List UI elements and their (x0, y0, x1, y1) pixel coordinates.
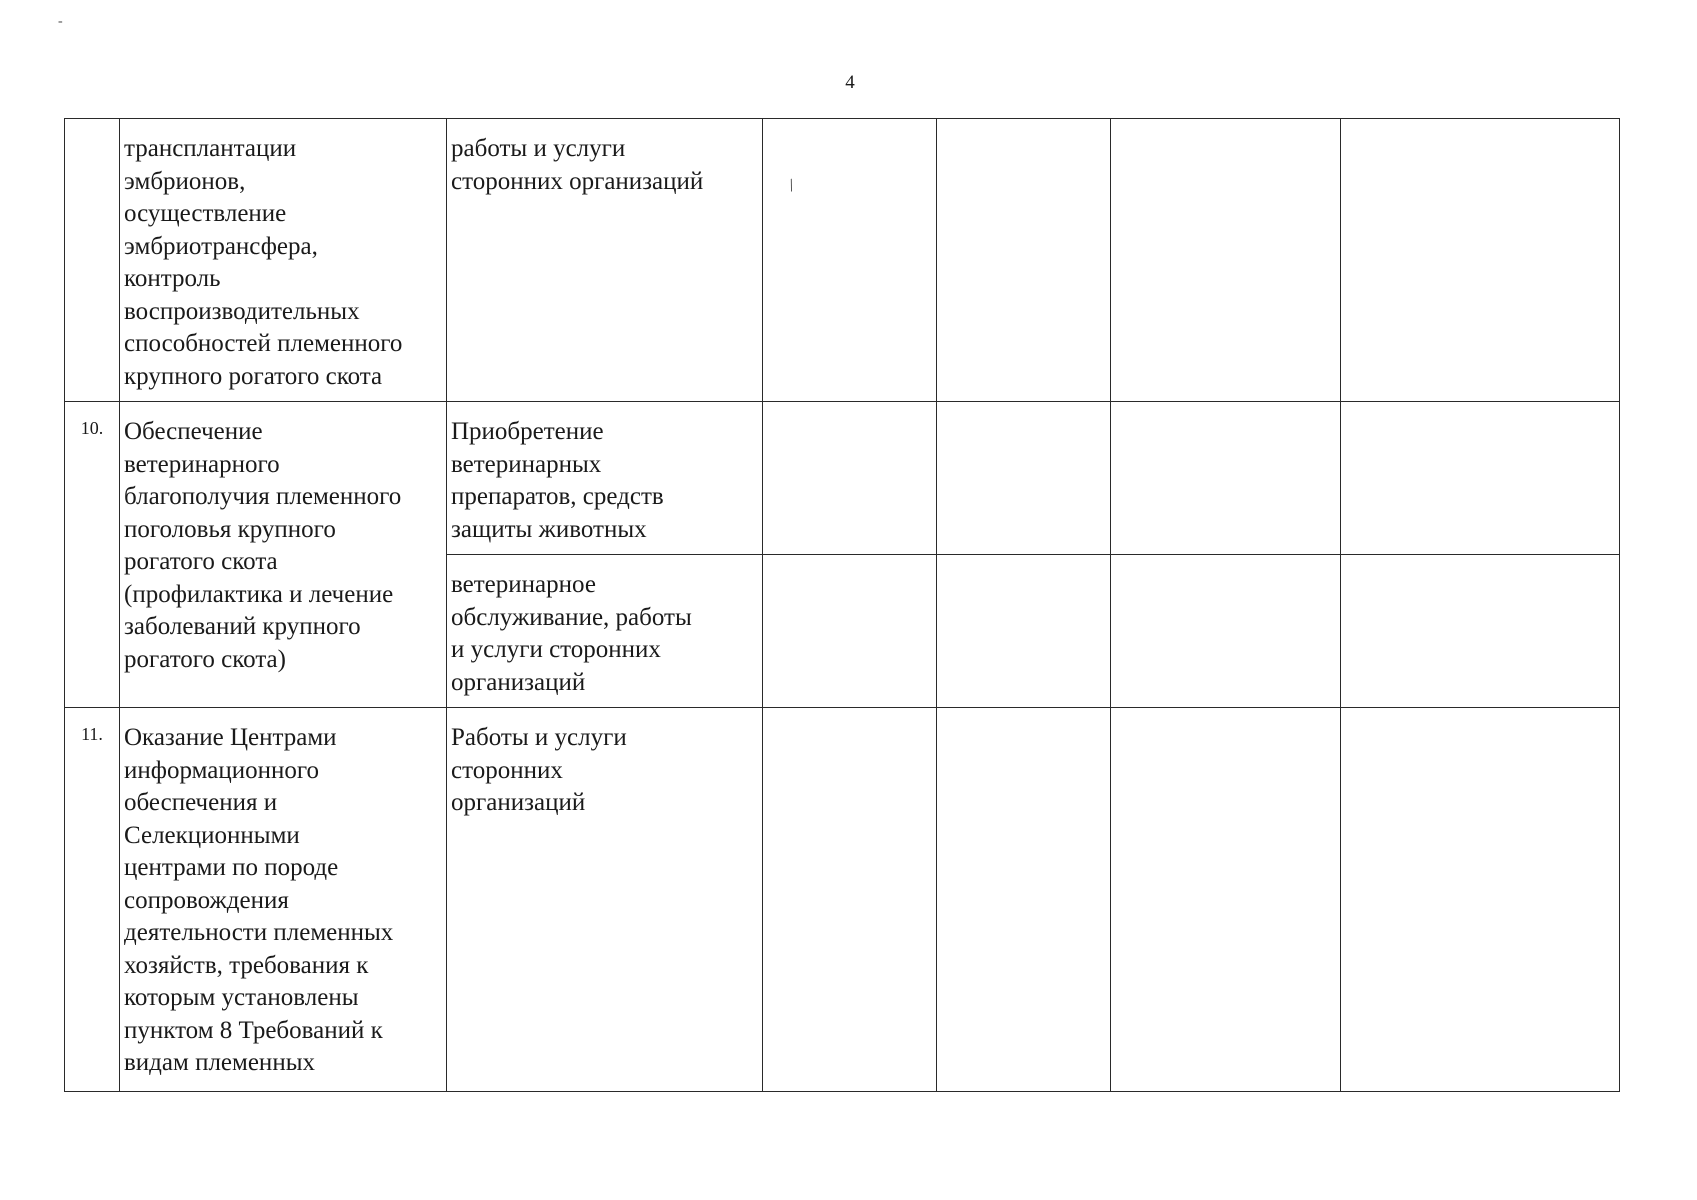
empty-cell (763, 119, 937, 402)
empty-cell (937, 119, 1111, 402)
empty-cell (1341, 402, 1620, 555)
row-number-cell: 11. (65, 708, 120, 1092)
empty-cell (937, 555, 1111, 708)
budget-table (64, 118, 1620, 1092)
empty-cell (1341, 708, 1620, 1092)
empty-cell (937, 708, 1111, 1092)
row-number-cell (65, 119, 120, 402)
page-number: 4 (845, 72, 855, 93)
empty-cell (763, 555, 937, 708)
event-name-cell: Обеспечение ветеринарного благополучия племенного поголовья крупного рогатого скота (профилактика и лечение заболеваний крупного рогатого скота) (120, 402, 447, 708)
empty-cell (1111, 708, 1341, 1092)
expense-type-cell: работы и услуги сторонних организаций (447, 119, 763, 402)
empty-cell (763, 708, 937, 1092)
scan-mark: - (58, 14, 63, 29)
table-row (65, 708, 1620, 1092)
expense-type-cell: ветеринарное обслуживание, работы и услуги сторонних организаций (447, 555, 763, 708)
empty-cell (763, 402, 937, 555)
empty-cell (1111, 119, 1341, 402)
expense-type-cell: Приобретение ветеринарных препаратов, средств защиты животных (447, 402, 763, 555)
tick-mark: / (785, 174, 798, 196)
table-row (65, 119, 1620, 402)
empty-cell (1111, 555, 1341, 708)
empty-cell (1341, 119, 1620, 402)
empty-cell (1111, 402, 1341, 555)
empty-cell (1341, 555, 1620, 708)
expense-type-cell: Работы и услуги сторонних организаций (447, 708, 763, 1092)
row-number-cell: 10. (65, 402, 120, 708)
event-name-cell: Оказание Центрами информационного обеспечения и Селекционными центрами по породе сопровождения деятельности племенных хозяйств, требования к которым установлены пунктом 8 Требований к видам племенных (120, 708, 447, 1092)
table-row (65, 402, 1620, 555)
event-name-cell: трансплантации эмбрионов, осуществление эмбриотрансфера, контроль воспроизводительных способностей племенного крупного рогатого скота (120, 119, 447, 402)
empty-cell (937, 402, 1111, 555)
